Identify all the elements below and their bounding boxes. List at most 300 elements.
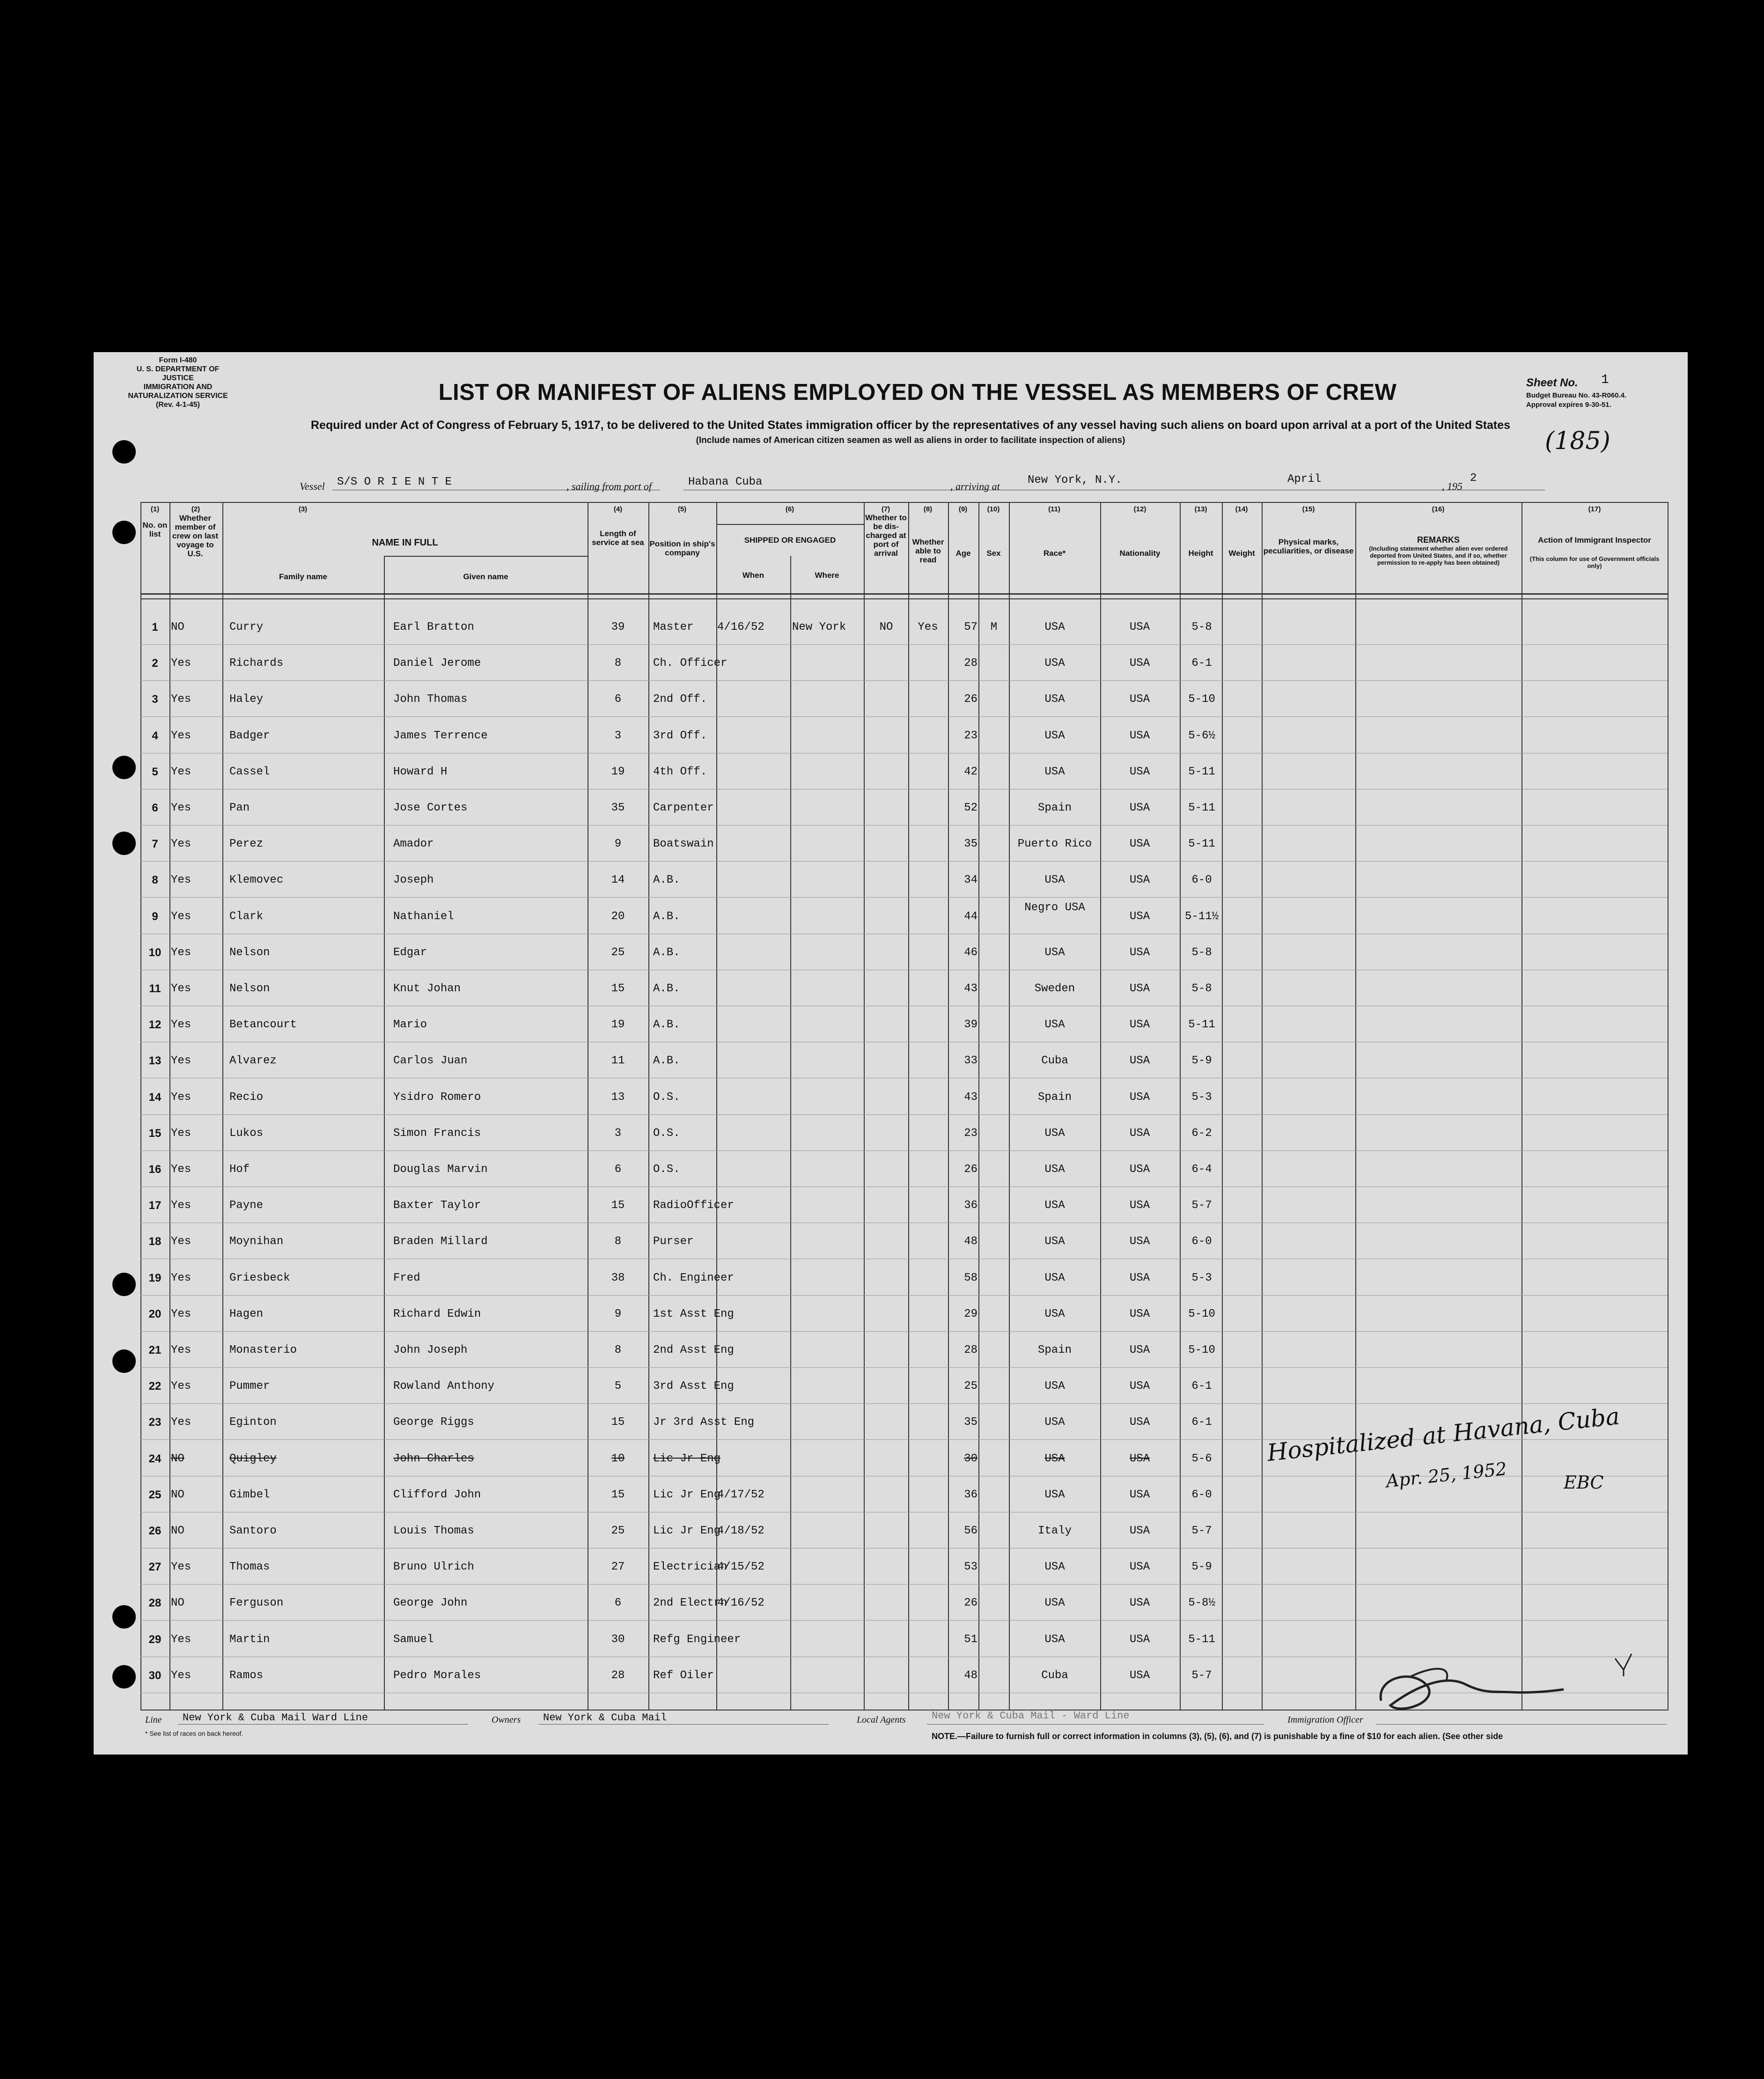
vessel-label: Vessel [300, 480, 325, 492]
cell-length-of-service: 11 [611, 1054, 625, 1068]
column-number: (16) [1432, 505, 1445, 513]
cell-prev-voyage: Yes [171, 1054, 191, 1068]
header-sex: Sex [986, 549, 1001, 558]
officer-label: Immigration Officer [1287, 1715, 1363, 1725]
cell-given-name: Richard Edwin [393, 1307, 481, 1320]
cell-age: 52 [964, 802, 978, 814]
cell-length-of-service: 30 [611, 1633, 625, 1646]
cell-given-name: Clifford John [393, 1488, 481, 1501]
cell-length-of-service: 20 [611, 910, 625, 923]
cell-nationality: USA [1129, 1561, 1150, 1574]
arriving-label: , arriving at [950, 480, 1000, 492]
cell-length-of-service: 9 [614, 1307, 622, 1320]
cell-shipped-when: 4/16/52 [717, 1597, 764, 1610]
cell-length-of-service: 38 [611, 1271, 625, 1284]
cell-length-of-service: 8 [614, 1235, 622, 1248]
column-rule [222, 502, 223, 1710]
cell-position: O.S. [653, 1127, 680, 1140]
cell-length-of-service: 35 [611, 802, 625, 814]
cell-race: Spain [1037, 1091, 1072, 1104]
cell-height: 5-6½ [1188, 729, 1215, 742]
cell-age: 26 [964, 1597, 978, 1610]
column-rule [384, 556, 385, 1710]
cell-prev-voyage: Yes [171, 982, 191, 995]
cell-race: Puerto Rico [1017, 838, 1092, 851]
column-rule [790, 556, 791, 1710]
cell-prev-voyage: Yes [171, 1380, 191, 1393]
cell-position: Refg Engineer [653, 1633, 741, 1646]
cell-nationality: USA [1129, 1199, 1150, 1212]
cell-prev-voyage: Yes [171, 693, 191, 706]
cell-row-number: 3 [152, 693, 158, 706]
cell-prev-voyage: Yes [171, 1199, 191, 1212]
cell-family-name: Payne [229, 1199, 264, 1212]
punch-hole [112, 756, 136, 779]
cell-row-number: 24 [148, 1452, 162, 1465]
cell-position: Master [653, 621, 694, 634]
cell-position: 3rd Off. [653, 729, 707, 742]
cell-given-name: Bruno Ulrich [393, 1561, 474, 1574]
cell-prev-voyage: NO [171, 621, 184, 634]
cell-nationality: USA [1129, 982, 1150, 995]
header-weight: Weight [1228, 549, 1255, 558]
cell-nationality: USA [1129, 693, 1150, 706]
cell-race: Cuba [1041, 1054, 1068, 1068]
header-length-of-service: Length of service at sea [592, 529, 644, 547]
cell-length-of-service: 3 [614, 729, 622, 742]
cell-given-name: Ysidro Romero [393, 1091, 481, 1104]
cell-age: 26 [964, 1163, 978, 1176]
cell-nationality: USA [1129, 946, 1150, 959]
cell-race: USA [1044, 1452, 1065, 1465]
cell-nationality: USA [1129, 838, 1150, 851]
cell-height: 5-8½ [1188, 1597, 1215, 1610]
cell-height: 6-0 [1191, 874, 1212, 887]
cell-nationality: USA [1129, 1525, 1150, 1537]
cell-age: 29 [964, 1307, 978, 1320]
cell-position: 4th Off. [653, 765, 707, 778]
cell-position: A.B. [653, 874, 680, 887]
cell-length-of-service: 15 [611, 1416, 625, 1429]
cell-position: O.S. [653, 1163, 680, 1176]
cell-prev-voyage: Yes [171, 874, 191, 887]
cell-position: A.B. [653, 1018, 680, 1032]
cell-length-of-service: 6 [614, 693, 622, 706]
cell-race: USA [1044, 657, 1065, 670]
sheet-label: Sheet No. [1526, 376, 1578, 389]
arrival-month: April [1287, 473, 1322, 486]
cell-length-of-service: 25 [611, 946, 625, 959]
header-remarks-note: (Including statement whether alien ever ordered deported from United States, and if so, whether permission to re-apply has been obtained) [1369, 545, 1508, 566]
row-rule [140, 1114, 1668, 1115]
column-rule [1355, 502, 1356, 1710]
cell-height: 5-8 [1191, 946, 1212, 959]
cell-family-name: Santoro [229, 1525, 277, 1537]
cell-nationality: USA [1129, 1344, 1150, 1357]
cell-prev-voyage: Yes [171, 910, 191, 923]
penalty-note: NOTE.—Failure to furnish full or correct information in columns (3), (5), (6), and (7) is punishable by a fine of $10 for each alien. (See other side [932, 1732, 1503, 1741]
cell-given-name: Pedro Morales [393, 1669, 481, 1682]
cell-prev-voyage: Yes [171, 1091, 191, 1104]
cell-height: 6-1 [1191, 1380, 1212, 1393]
cell-family-name: Ramos [229, 1669, 264, 1682]
cell-row-number: 7 [152, 838, 158, 851]
cell-age: 46 [964, 946, 978, 959]
column-rule [1521, 502, 1522, 1710]
cell-given-name: Earl Bratton [393, 621, 474, 634]
cell-family-name: Hagen [229, 1307, 264, 1320]
cell-length-of-service: 27 [611, 1561, 625, 1574]
check-mark-icon [1610, 1649, 1639, 1677]
form-number: Form I-480 [159, 356, 197, 364]
owners-value: New York & Cuba Mail [543, 1712, 667, 1724]
row-rule [140, 1331, 1668, 1332]
cell-given-name: Howard H [393, 765, 448, 778]
cell-race: Spain [1037, 802, 1072, 814]
cell-position: O.S. [653, 1091, 680, 1104]
cell-given-name: Knut Johan [393, 982, 461, 995]
cell-family-name: Moynihan [229, 1235, 284, 1248]
header-height: Height [1188, 549, 1213, 558]
cell-race: USA [1044, 1561, 1065, 1574]
column-rule [1009, 502, 1010, 1710]
cell-nationality: USA [1129, 1452, 1150, 1465]
cell-prev-voyage: Yes [171, 1127, 191, 1140]
cell-race: Cuba [1041, 1669, 1068, 1682]
cell-position: Lic Jr Eng [653, 1488, 721, 1501]
cell-height: 6-1 [1191, 657, 1212, 670]
cell-prev-voyage: NO [171, 1452, 184, 1465]
year-suffix: 2 [1470, 472, 1477, 485]
column-rule [978, 502, 979, 1710]
line-label: Line [145, 1715, 162, 1725]
cell-nationality: USA [1129, 729, 1150, 742]
cell-prev-voyage: NO [171, 1525, 184, 1537]
row-rule [140, 1150, 1668, 1151]
cell-given-name: George John [393, 1597, 468, 1610]
cell-nationality: USA [1129, 1018, 1150, 1032]
cell-race: Spain [1037, 1344, 1072, 1357]
cell-row-number: 12 [148, 1018, 162, 1032]
page-title: LIST OR MANIFEST OF ALIENS EMPLOYED ON THE VESSEL AS MEMBERS OF CREW [438, 380, 1397, 405]
cell-position: Lic Jr Eng [653, 1525, 721, 1537]
agents-value: New York & Cuba Mail - Ward Line [932, 1710, 1130, 1722]
cell-nationality: USA [1129, 1633, 1150, 1646]
cell-able-to-read: Yes [918, 621, 938, 634]
cell-nationality: USA [1129, 1380, 1150, 1393]
cell-family-name: Curry [229, 621, 264, 634]
column-number: (13) [1194, 505, 1207, 513]
column-rule [648, 502, 649, 1710]
cell-age: 30 [964, 1452, 978, 1465]
punch-hole [112, 1349, 136, 1373]
cell-given-name: Samuel [393, 1633, 434, 1646]
column-number: (12) [1133, 505, 1147, 513]
cell-race: Negro USA [1024, 901, 1085, 914]
cell-race: USA [1044, 1597, 1065, 1610]
cell-prev-voyage: Yes [171, 657, 191, 670]
cell-position: Ch. Officer [653, 657, 728, 670]
cell-family-name: Richards [229, 657, 284, 670]
cell-shipped-when: 4/18/52 [717, 1525, 764, 1537]
cell-given-name: Carlos Juan [393, 1054, 468, 1068]
column-number: (7) [881, 505, 890, 513]
cell-nationality: USA [1129, 1271, 1150, 1284]
cell-age: 39 [964, 1018, 978, 1032]
cell-row-number: 16 [148, 1163, 162, 1176]
cell-age: 23 [964, 729, 978, 742]
cell-race: USA [1044, 1235, 1065, 1248]
cell-prev-voyage: Yes [171, 1163, 191, 1176]
header-family-name: Family name [279, 572, 327, 581]
header-age: Age [956, 549, 971, 558]
subtitle-note: (Include names of American citizen seamen as well as aliens in order to facilitate inspection of aliens) [696, 435, 1125, 445]
cell-position: 1st Asst Eng [653, 1307, 734, 1320]
cell-height: 5-3 [1191, 1091, 1212, 1104]
cell-height: 5-3 [1191, 1271, 1212, 1284]
row-rule [140, 1367, 1668, 1368]
manifest-sheet [94, 352, 1688, 1755]
row-rule [140, 644, 1668, 645]
cell-family-name: Betancourt [229, 1018, 297, 1032]
cell-length-of-service: 15 [611, 1199, 625, 1212]
cell-given-name: James Terrence [393, 729, 488, 742]
cell-length-of-service: 6 [614, 1597, 622, 1610]
line-value: New York & Cuba Mail Ward Line [183, 1712, 368, 1724]
cell-race: USA [1044, 693, 1065, 706]
cell-race: USA [1044, 874, 1065, 887]
cell-length-of-service: 8 [614, 657, 622, 670]
cell-height: 5-11 [1188, 1633, 1215, 1646]
header-physical-marks: Physical marks, peculiarities, or disease [1263, 538, 1354, 555]
cell-race: Sweden [1034, 982, 1075, 995]
cell-position: 2nd Off. [653, 693, 707, 706]
header-name-in-full: NAME IN FULL [372, 538, 438, 548]
column-number: (8) [923, 505, 933, 513]
cell-family-name: Nelson [229, 946, 270, 959]
cell-family-name: Martin [229, 1633, 270, 1646]
cell-position: A.B. [653, 910, 680, 923]
header-when: When [742, 571, 764, 580]
cell-nationality: USA [1129, 1235, 1150, 1248]
cell-prev-voyage: Yes [171, 1307, 191, 1320]
sailing-label: , sailing from port of [566, 480, 652, 492]
cell-height: 5-10 [1188, 1344, 1215, 1357]
column-rule [169, 502, 170, 1710]
cell-position: A.B. [653, 946, 680, 959]
cell-length-of-service: 6 [614, 1163, 622, 1176]
cell-family-name: Lukos [229, 1127, 264, 1140]
cell-age: 26 [964, 693, 978, 706]
cell-height: 5-11½ [1184, 910, 1219, 923]
cell-row-number: 27 [148, 1561, 162, 1574]
cell-family-name: Klemovec [229, 874, 284, 887]
cell-given-name: John Joseph [393, 1344, 468, 1357]
header-discharged: Whether to be dis-charged at port of arrival [865, 513, 907, 558]
column-number: (6) [785, 505, 794, 513]
cell-row-number: 23 [148, 1416, 162, 1429]
cell-prev-voyage: Yes [171, 1669, 191, 1682]
cell-height: 5-6 [1191, 1452, 1212, 1465]
cell-age: 53 [964, 1561, 978, 1574]
header-able-to-read: Whether able to read [912, 538, 944, 564]
row-rule [140, 1584, 1668, 1585]
cell-race: USA [1044, 765, 1065, 778]
cell-prev-voyage: Yes [171, 838, 191, 851]
officer-signature [1372, 1659, 1568, 1724]
cell-height: 5-7 [1191, 1525, 1212, 1537]
cell-height: 6-2 [1191, 1127, 1212, 1140]
year-prefix: , 195 [1442, 480, 1463, 492]
header-where: Where [815, 571, 839, 580]
cell-age: 44 [964, 910, 978, 923]
cell-row-number: 26 [148, 1525, 162, 1537]
department: U. S. DEPARTMENT OF JUSTICE [136, 365, 220, 382]
cell-row-number: 28 [148, 1597, 162, 1610]
remark-date: Apr. 25, 1952 [1385, 1458, 1508, 1492]
cell-race: USA [1044, 1416, 1065, 1429]
cell-height: 6-1 [1191, 1416, 1212, 1429]
cell-height: 5-8 [1191, 982, 1212, 995]
row-rule [140, 861, 1668, 862]
cell-position: 2nd Electrn [653, 1597, 728, 1610]
cell-position: Carpenter [653, 802, 714, 814]
cell-nationality: USA [1129, 1488, 1150, 1501]
cell-age: 58 [964, 1271, 978, 1284]
cell-nationality: USA [1129, 765, 1150, 778]
cell-length-of-service: 14 [611, 874, 625, 887]
header-remarks: REMARKS [1417, 535, 1460, 545]
cell-shipped-when: 4/16/52 [717, 621, 764, 634]
cell-row-number: 14 [148, 1091, 162, 1104]
cell-age: 43 [964, 1091, 978, 1104]
cell-age: 48 [964, 1235, 978, 1248]
cell-length-of-service: 13 [611, 1091, 625, 1104]
cell-row-number: 2 [152, 657, 158, 670]
punch-hole [112, 1665, 136, 1688]
cell-row-number: 20 [148, 1307, 162, 1320]
cell-row-number: 25 [148, 1488, 162, 1501]
cell-nationality: USA [1129, 1127, 1150, 1140]
cell-height: 5-7 [1191, 1199, 1212, 1212]
cell-age: 25 [964, 1380, 978, 1393]
cell-given-name: Douglas Marvin [393, 1163, 488, 1176]
cell-length-of-service: 3 [614, 1127, 622, 1140]
cell-row-number: 6 [152, 802, 158, 814]
cell-length-of-service: 28 [611, 1669, 625, 1682]
cell-length-of-service: 15 [611, 1488, 625, 1501]
cell-position: Boatswain [653, 838, 714, 851]
cell-row-number: 1 [152, 621, 158, 634]
cell-given-name: Fred [393, 1271, 420, 1284]
cell-family-name: Griesbeck [229, 1271, 290, 1284]
cell-age: 35 [964, 1416, 978, 1429]
header-no-on-list: No. on list [142, 521, 168, 538]
header-given-name: Given name [463, 572, 508, 581]
cell-position: A.B. [653, 982, 680, 995]
cell-given-name: Louis Thomas [393, 1525, 474, 1537]
cell-height: 5-8 [1191, 621, 1212, 634]
cell-prev-voyage: Yes [171, 802, 191, 814]
cell-given-name: Daniel Jerome [393, 657, 481, 670]
column-number: (11) [1048, 505, 1060, 513]
header-inspector-note: (This column for use of Government officials only) [1529, 555, 1660, 569]
cell-nationality: USA [1129, 1091, 1150, 1104]
cell-length-of-service: 39 [611, 621, 625, 634]
cell-age: 57 [964, 621, 978, 634]
cell-given-name: Braden Millard [393, 1235, 488, 1248]
cell-family-name: Monasterio [229, 1344, 297, 1357]
cell-position: 3rd Asst Eng [653, 1380, 734, 1393]
cell-race: USA [1044, 1488, 1065, 1501]
cell-given-name: Amador [393, 838, 434, 851]
cell-prev-voyage: Yes [171, 1271, 191, 1284]
cell-given-name: Edgar [393, 946, 427, 959]
header-prev-voyage: Whether member of crew on last voyage to U.S. [172, 514, 219, 558]
cell-position: Purser [653, 1235, 694, 1248]
cell-race: USA [1044, 1199, 1065, 1212]
cell-row-number: 8 [152, 874, 158, 887]
agents-label: Local Agents [857, 1715, 906, 1725]
cell-given-name: Nathaniel [393, 910, 454, 923]
cell-row-number: 21 [148, 1344, 162, 1357]
cell-family-name: Badger [229, 729, 270, 742]
cell-row-number: 18 [148, 1235, 162, 1248]
cell-race: USA [1044, 1018, 1065, 1032]
cell-nationality: USA [1129, 1597, 1150, 1610]
cell-family-name: Haley [229, 693, 264, 706]
cell-age: 34 [964, 874, 978, 887]
cell-family-name: Recio [229, 1091, 264, 1104]
header-position: Position in ship's company [649, 539, 715, 557]
cell-family-name: Thomas [229, 1561, 270, 1574]
cell-position: Ref Oiler [653, 1669, 714, 1682]
punch-hole [112, 440, 136, 464]
cell-age: 28 [964, 657, 978, 670]
cell-age: 36 [964, 1199, 978, 1212]
owners-label: Owners [492, 1715, 521, 1725]
column-rule [1262, 502, 1263, 1710]
cell-prev-voyage: Yes [171, 1416, 191, 1429]
cell-prev-voyage: Yes [171, 1018, 191, 1032]
cell-age: 23 [964, 1127, 978, 1140]
cell-nationality: USA [1129, 1163, 1150, 1176]
vessel-name: S/S O R I E N T E [337, 476, 452, 488]
stamp-number: (185) [1545, 427, 1610, 455]
cell-row-number: 17 [148, 1199, 162, 1212]
cell-row-number: 29 [148, 1633, 162, 1646]
cell-height: 5-11 [1188, 765, 1215, 778]
row-rule [140, 1295, 1668, 1296]
cell-given-name: Simon Francis [393, 1127, 481, 1140]
cell-given-name: Rowland Anthony [393, 1380, 495, 1393]
cell-family-name: Cassel [229, 765, 270, 778]
cell-prev-voyage: Yes [171, 1633, 191, 1646]
cell-nationality: USA [1129, 1416, 1150, 1429]
cell-family-name: Clark [229, 910, 264, 923]
cell-family-name: Alvarez [229, 1054, 277, 1068]
cell-height: 5-11 [1188, 1018, 1215, 1032]
cell-shipped-when: 4/15/52 [717, 1561, 764, 1574]
arrival-port: New York, N.Y. [1028, 474, 1122, 487]
cell-position: Lic Jr Eng [653, 1452, 721, 1465]
cell-race: USA [1044, 1163, 1065, 1176]
punch-hole [112, 832, 136, 855]
cell-race: USA [1044, 946, 1065, 959]
cell-row-number: 9 [152, 910, 158, 923]
cell-prev-voyage: Yes [171, 946, 191, 959]
cell-race: USA [1044, 1633, 1065, 1646]
